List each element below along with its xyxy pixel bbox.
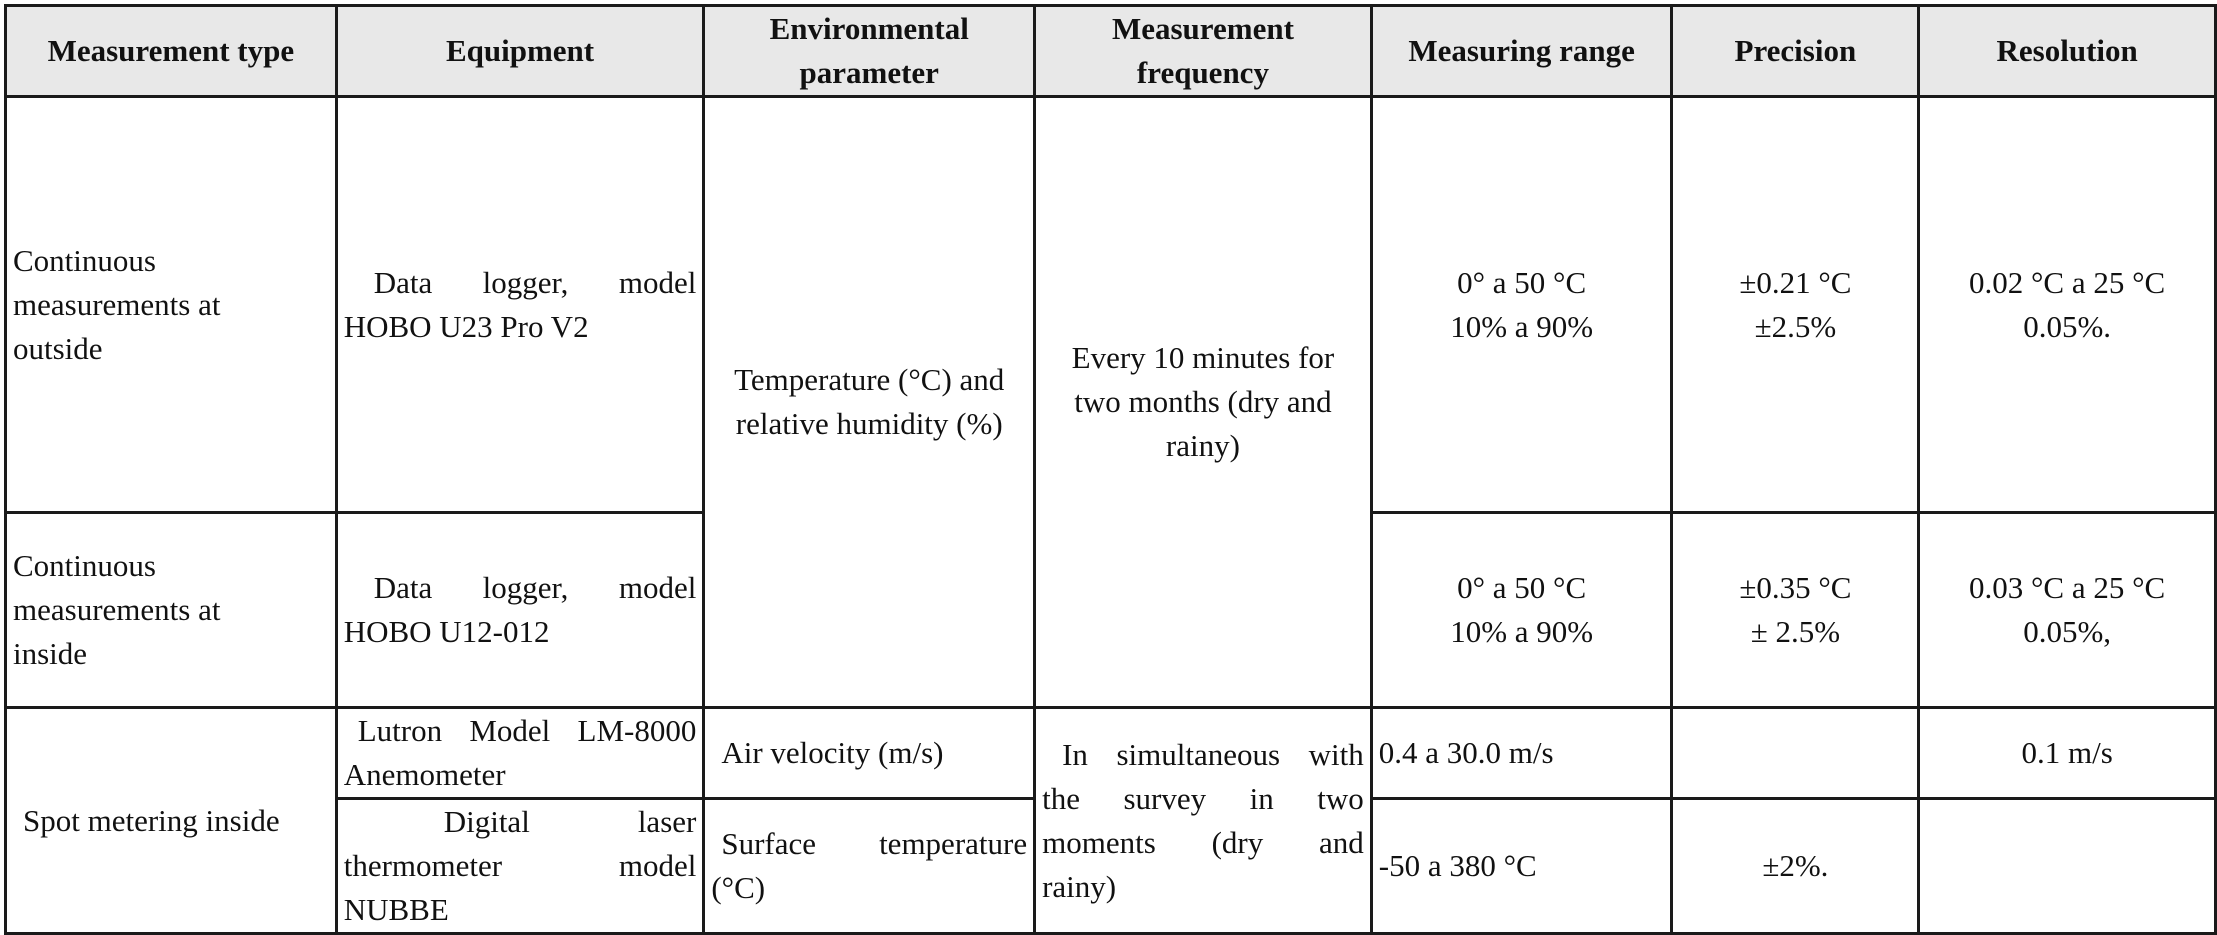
parameter-continuous-line-1: Temperature (°C) and [734,362,1005,397]
cell-equipment-outside [336,97,704,513]
equipment-anemometer-line-1: Lutron Model LM-8000 [357,713,697,748]
header-measurement-type: Measurement type [6,6,337,97]
cell-precision-inside [1672,513,1919,708]
parameter-anemometer-text: Air velocity (m/s) [721,735,944,770]
frequency-spot-line-3: moments (dry and [1042,824,1364,860]
frequency-continuous-line-3: rainy) [1165,428,1240,463]
equipment-outside-line-1: Data logger, model [373,264,697,300]
frequency-spot-line-4: rainy) [1042,868,1117,904]
precision-outside-line-1: ±0.21 °C [1739,264,1852,300]
equipment-thermometer-line-2: thermometer model [343,848,697,883]
equipment-inside-line-1: Data logger, model [373,570,697,605]
type-outside-line-2: measurements at [13,286,221,322]
equipment-thermometer-line-3: NUBBE [343,892,449,927]
resolution-inside-line-2: 0.05%, [2023,614,2112,649]
cell-precision-anemometer [1672,708,1919,799]
cell-precision-outside [1672,97,1919,513]
cell-range-outside [1371,97,1672,513]
parameter-continuous-line-2: relative humidity (%) [735,406,1003,441]
resolution-inside-line-1: 0.03 °C a 25 °C [1969,570,2166,605]
cell-type-inside [6,513,337,708]
table-row-outside [6,97,2216,513]
cell-parameter-thermometer [704,799,1035,934]
precision-thermometer-text: ±2%. [1762,848,1829,883]
header-measurement-frequency [1035,6,1372,97]
range-outside-line-2: 10% a 90% [1450,308,1594,344]
frequency-continuous-line-1: Every 10 minutes for [1071,340,1335,375]
cell-resolution-anemometer [1919,708,2216,799]
frequency-spot-line-1: In simultaneous with [1062,736,1364,772]
type-spot-text: Spot metering inside [23,802,280,838]
cell-frequency-spot [1035,708,1372,934]
cell-equipment-inside [336,513,704,708]
range-thermometer-text: -50 a 380 °C [1378,848,1537,883]
cell-type-spot [6,708,337,934]
header-environmental-parameter [704,6,1035,97]
precision-inside-line-1: ±0.35 °C [1739,570,1852,605]
table-row-anemometer [6,708,2216,799]
range-inside-line-1: 0° a 50 °C [1457,570,1587,605]
parameter-thermometer-line-1: Surface temperature [721,826,1028,861]
header-freq-line-1: Measurement [1111,11,1294,46]
header-row [6,6,2216,97]
type-inside-line-3: inside [13,636,88,671]
cell-frequency-continuous [1035,97,1372,708]
type-outside-line-1: Continuous [13,242,156,278]
cell-equipment-thermometer [336,799,704,934]
header-freq-line-2: frequency [1136,55,1269,90]
cell-equipment-anemometer [336,708,704,799]
header-precision: Precision [1672,6,1919,97]
header-env-line-2: parameter [799,55,939,90]
cell-resolution-thermometer [1919,799,2216,934]
measurement-equipment-table [4,4,2217,935]
frequency-spot-line-2: the survey in two [1042,780,1364,816]
cell-range-anemometer [1371,708,1672,799]
cell-resolution-outside [1919,97,2216,513]
equipment-thermometer-line-1: Digital laser [443,804,697,839]
parameter-thermometer-line-2: (°C) [711,870,766,905]
equipment-inside-line-2: HOBO U12-012 [343,614,550,649]
resolution-outside-line-1: 0.02 °C a 25 °C [1969,264,2166,300]
cell-resolution-inside [1919,513,2216,708]
cell-precision-thermometer [1672,799,1919,934]
header-resolution: Resolution [1919,6,2216,97]
type-inside-line-1: Continuous [13,548,156,583]
cell-range-thermometer [1371,799,1672,934]
header-equipment: Equipment [336,6,704,97]
equipment-outside-line-2: HOBO U23 Pro V2 [343,308,589,344]
type-outside-line-3: outside [13,330,103,366]
equipment-anemometer-line-2: Anemometer [343,757,506,792]
resolution-outside-line-2: 0.05%. [2023,308,2112,344]
range-anemometer-text: 0.4 a 30.0 m/s [1378,735,1554,770]
measurement-table-container [4,4,2217,935]
cell-parameter-continuous [704,97,1035,708]
header-env-line-1: Environmental [769,11,969,46]
range-inside-line-2: 10% a 90% [1450,614,1594,649]
cell-range-inside [1371,513,1672,708]
type-inside-line-2: measurements at [13,592,221,627]
resolution-anemometer-text: 0.1 m/s [2021,735,2113,770]
precision-inside-line-2: ± 2.5% [1750,614,1841,649]
precision-outside-line-2: ±2.5% [1754,308,1837,344]
frequency-continuous-line-2: two months (dry and [1074,384,1332,419]
range-outside-line-1: 0° a 50 °C [1457,264,1587,300]
cell-type-outside [6,97,337,513]
header-measuring-range: Measuring range [1371,6,1672,97]
cell-parameter-anemometer [704,708,1035,799]
